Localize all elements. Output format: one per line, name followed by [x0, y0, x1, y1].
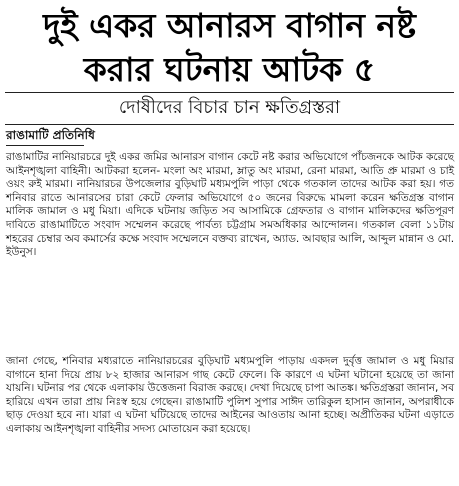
- subheadline: দোষীদের বিচার চান ক্ষতিগ্রস্তরা: [118, 97, 341, 118]
- divider-top: [5, 92, 454, 93]
- divider-bottom: [5, 124, 454, 125]
- headline-line-2: করার ঘটনায় আটক ৫: [83, 50, 376, 89]
- article-paragraph-1: রাঙামাটির নানিয়ারচরে দুই একর জমির আনারস বাগান কেটে নষ্ট করার অভিযোগে পাঁচজনকে আটক করেছে আইনশৃঙ্খলা বাহিনী। আটকরা হলেন- মংলা অং মারমা, ম্লাতু অং মারমা, রেনা মারমা, আতি প্রু মারমা ও চাই ওয়ং রুই মারমা। নানিয়ারচর উপজেলার বুড়িঘাট মধ্যমপুলি পাড়া থেকে গতকাল তাদের আটক করা হয়। গত শনিবার রাতে আনারসের চারা কেটে ফেলার অভিযোগে ৫০ জনের বিরুদ্ধে মামলা করেন ক্ষতিগ্রস্ত বাগান মালিক জামাল ও মধু মিয়া। এদিকে ঘটনায় জড়িত সব আসামিকে গ্রেফতার ও বাগান মালিকদের ক্ষতিপূরণ দাবিতে রাঙামাটিতে সংবাদ সম্মেলন করেছে পার্বত্য চট্টগ্রাম সমঅধিকার আন্দোলন। গতকাল বেলা ১১টায় শহরের চেম্বার অব কমার্সের কক্ষে সংবাদ সম্মেলনে বক্তব্য রাখেন, অ্যাড. আবছার আলি, আব্দুল মান্নান ও মো. ইউনুস।: [6, 151, 454, 259]
- headline-line-1: দুই একর আনারস বাগান নষ্ট: [43, 6, 416, 45]
- byline-underline: [6, 145, 84, 146]
- article-paragraph-2: জানা গেছে, শনিবার মধ্যরাতে নানিয়ারচরের বুড়িঘাট মধ্যমপুলি পাড়ায় একদল দুর্বৃত্ত জামাল ও মধু মিয়ার বাগানে হানা দিয়ে প্রায় ৮২ হাজার আনারস গাছ কেটে ফেলে। কি কারণে এ ঘটনা ঘটানো হয়েছে তা জানা যায়নি। ঘটনার পর থেকে এলাকায় উত্তেজনা বিরাজ করছে। দেখা দিয়েছে চাপা আতঙ্ক। ক্ষতিগ্রস্তরা জানান, সব হারিয়ে এখন তারা প্রায় নিঃস্ব হয়ে গেছেন। রাঙামাটি পুলিশ সুপার সাঈদ তারিকুল হাসান জানান, অপরাধীকে ছাড় দেওয়া হবে না। যারা এ ঘটনা ঘটিয়েছে তাদের আইনের আওতায় আনা হচ্ছে। অপ্রীতিকর ঘটনা এড়াতে এলাকায় আইনশৃঙ্খলা বাহিনীর সদস্য মোতায়েন করা হয়েছে।: [6, 355, 454, 435]
- byline: রাঙামাটি প্রতিনিধি: [6, 128, 95, 142]
